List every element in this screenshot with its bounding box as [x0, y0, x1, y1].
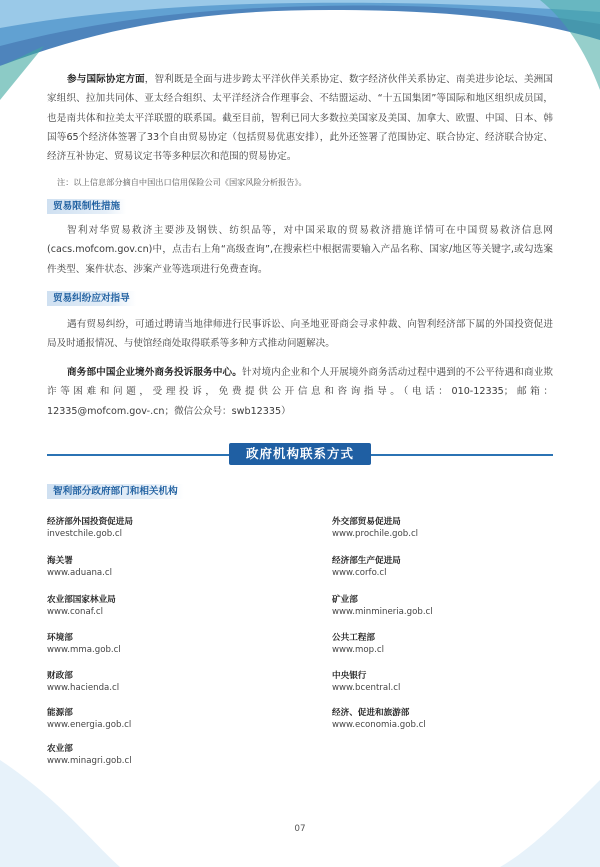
agency-name: 经济部外国投资促进局 — [47, 517, 133, 527]
agency-name: 中央银行 — [332, 671, 367, 681]
trade-remedy-paragraph: 智利对华贸易救济主要涉及钢铁、纺织品等，对中国采取的贸易救济措施详情可在中国贸易救济信息网(cacs.mofcom.gov.cn)中，点击右上角“高级查询”,在搜索栏中根据需要输入产品名称、国家/地区等关键字,或勾选案件类型、案件状态、涉案产业等选项进行免费查询。 — [47, 225, 553, 275]
agency-name: 公共工程部 — [332, 633, 375, 643]
agency-entry — [47, 632, 121, 656]
agency-url[interactable]: investchile.gob.cl — [47, 529, 123, 539]
agency-name: 经济部生产促进局 — [332, 556, 401, 566]
agency-entry — [332, 555, 401, 579]
agency-url[interactable]: www.bcentral.cl — [332, 683, 401, 693]
agency-url[interactable]: www.economia.gob.cl — [332, 720, 426, 730]
agency-url[interactable]: www.minmineria.gob.cl — [332, 607, 433, 617]
intl-agreements-lead: 参与国际协定方面 — [67, 74, 145, 85]
agency-entry — [47, 594, 116, 618]
agency-url[interactable]: www.aduana.cl — [47, 568, 113, 578]
agency-url[interactable]: www.hacienda.cl — [47, 683, 120, 693]
complaint-center-paragraph — [47, 363, 553, 421]
agency-url[interactable]: www.mma.gob.cl — [47, 645, 121, 655]
agency-name: 农业部 — [47, 744, 73, 754]
source-note: 注：以上信息部分摘自中国出口信用保险公司《国家风险分析报告》。 — [57, 177, 307, 187]
banner-divider-right — [371, 454, 553, 456]
agency-url[interactable]: www.conaf.cl — [47, 607, 103, 617]
trade-dispute-section-title: 贸易纠纷应对指导 — [47, 291, 136, 306]
agency-url[interactable]: www.prochile.gob.cl — [332, 529, 419, 539]
agency-entry — [332, 516, 418, 540]
trade-remedy-section-title: 贸易限制性措施 — [47, 199, 126, 214]
agency-entry — [47, 555, 112, 579]
agency-entry — [332, 632, 384, 656]
agency-entry — [332, 670, 400, 694]
agency-name: 经济、促进和旅游部 — [332, 708, 410, 718]
agency-entry — [47, 516, 133, 540]
agency-url[interactable]: www.energia.gob.cl — [47, 720, 132, 730]
banner-divider-left — [47, 454, 229, 456]
agencies-section-title: 智利部分政府部门和相关机构 — [47, 484, 184, 499]
agency-entry — [332, 707, 426, 731]
intl-agreements-text: ，智利既是全面与进步跨太平洋伙伴关系协定、数字经济伙伴关系协定、南美进步论坛、美洲国家组织、拉加共同体、亚太经合组织、太平洋经济合作理事会、不结盟运动、“十五国集团”等国际和地区组织成员国，也是南共体和拉美太平洋联盟的联系国。截至目前，智利已同大多数拉美国家及美国、加拿大、欧盟、中国、日本、韩国等65个经济体签署了33个自由贸易协定（包括贸易优惠安排），此外还签署了范围协定、联合协定、经济联合协定、经济互补协定、贸易议定书等多种层次和范围的贸易协定。 — [47, 74, 553, 163]
page-number: 07 — [294, 824, 306, 834]
trade-dispute-paragraph: 遇有贸易纠纷，可通过聘请当地律师进行民事诉讼、向圣地亚哥商会寻求仲裁、向智利经济部下属的外国投资促进局及时通报情况、与使馆经商处取得联系等多种方式推动问题解决。 — [47, 319, 553, 350]
agency-name: 海关署 — [47, 556, 73, 566]
complaint-center-text: 针对境内企业和个人开展境外商务活动过程中遇到的不公平待遇和商业欺诈等困难和问题，受理投诉，免费提供公开信息和咨询指导。（电话：010-12335；邮箱：12335@mofcom.gov-.cn；微信公众号：swb12335） — [47, 367, 554, 417]
agency-name: 财政部 — [47, 671, 73, 681]
agency-name: 能源部 — [47, 708, 73, 718]
gov-contacts-banner: 政府机构联系方式 — [229, 443, 371, 465]
agency-url[interactable]: www.mop.cl — [332, 645, 384, 655]
agency-url[interactable]: www.corfo.cl — [332, 568, 387, 578]
agency-name: 环境部 — [47, 633, 73, 643]
agency-entry — [47, 743, 132, 767]
agency-entry — [332, 594, 433, 618]
agency-url[interactable]: www.minagri.gob.cl — [47, 756, 132, 766]
intl-agreements-paragraph — [47, 70, 553, 166]
agency-entry — [47, 670, 119, 694]
complaint-center-lead: 商务部中国企业境外商务投诉服务中心。 — [67, 367, 243, 378]
agency-name: 农业部国家林业局 — [47, 595, 116, 605]
agency-name: 矿业部 — [332, 595, 358, 605]
agency-name: 外交部贸易促进局 — [332, 517, 401, 527]
agency-entry — [47, 707, 131, 731]
